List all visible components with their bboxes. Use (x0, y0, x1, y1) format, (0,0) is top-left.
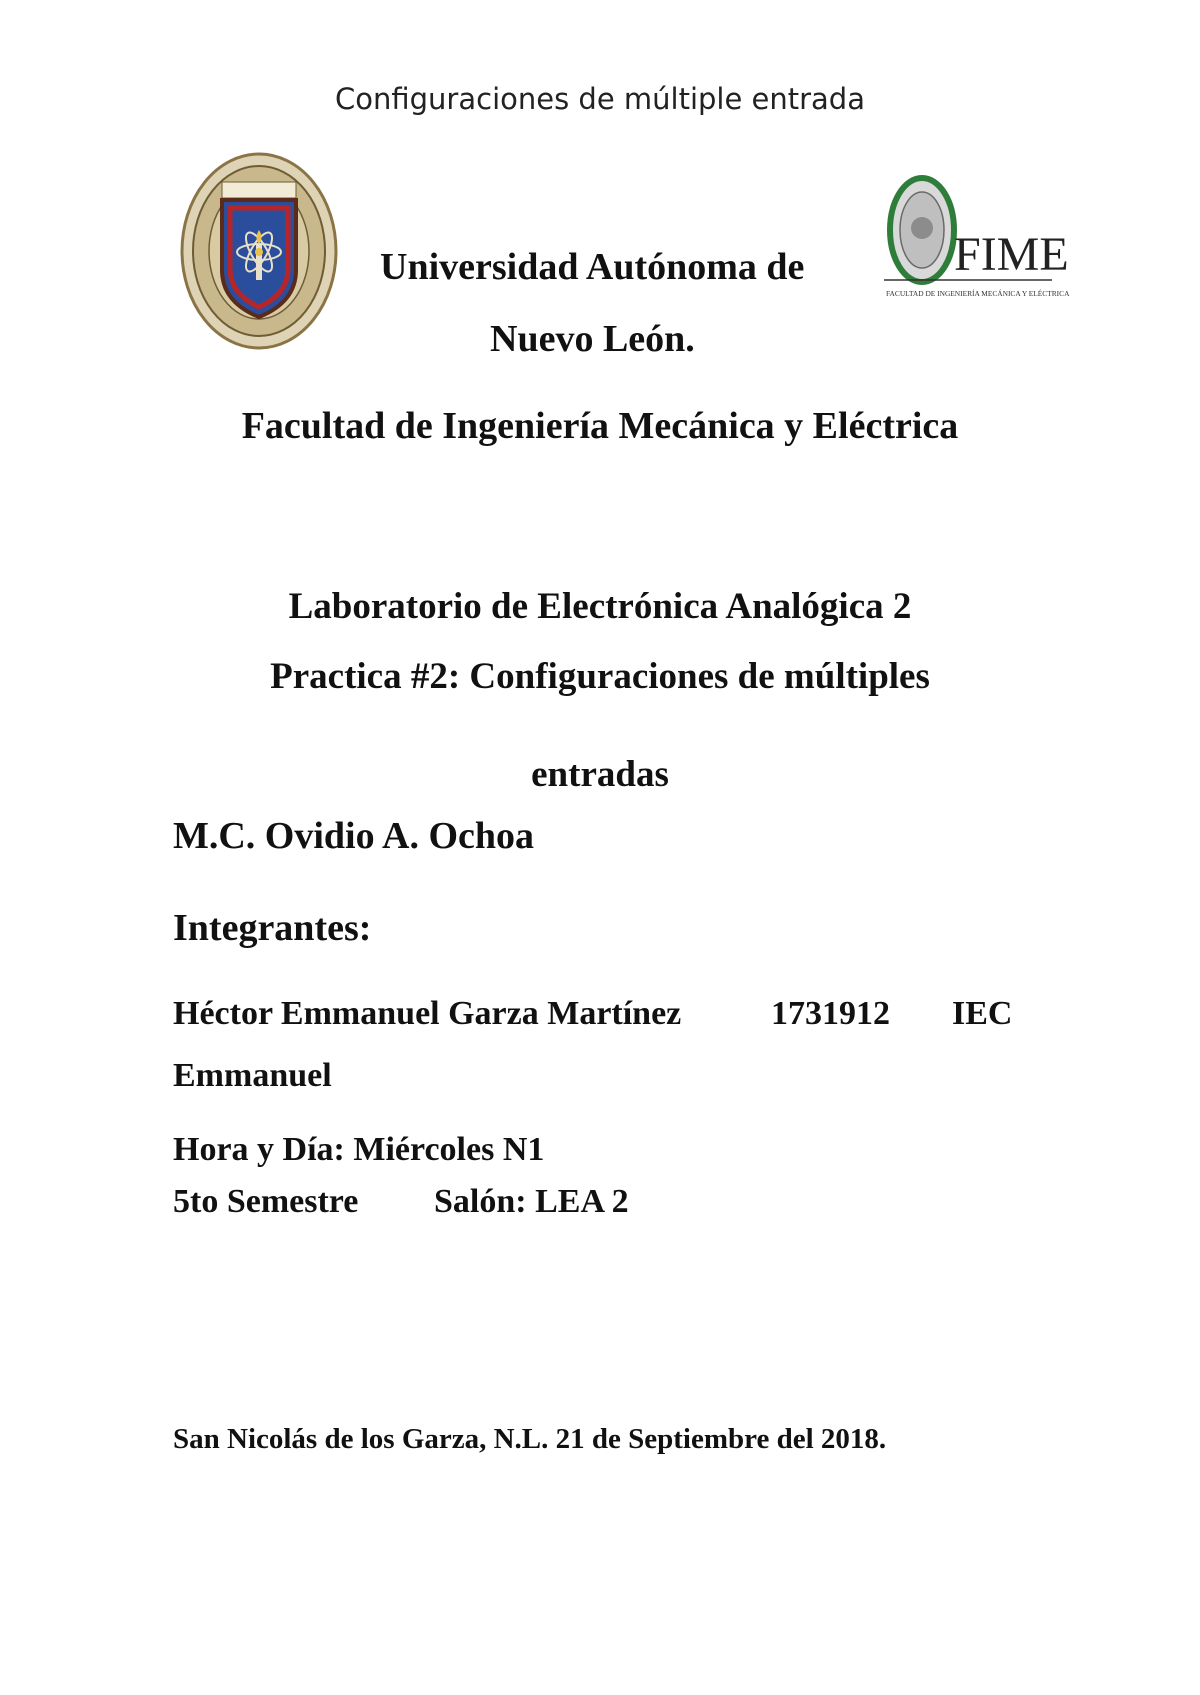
fime-logo-icon (884, 170, 1070, 320)
place-and-date: San Nicolás de los Garza, N.L. 21 de Septiembre del 2018. (173, 1423, 887, 1455)
fime-wordmark: FIME (954, 228, 1069, 281)
fime-subtitle: FACULTAD DE INGENIERÍA MECÁNICA Y ELÉCTRICA (886, 289, 1070, 298)
practice-title-line1: Practica #2: Configuraciones de múltiples (270, 656, 930, 697)
member-name: Héctor Emmanuel Garza Martínez (173, 995, 682, 1032)
member-name-continued: Emmanuel (173, 1057, 332, 1094)
semester: 5to Semestre (173, 1183, 359, 1220)
faculty-name: Facultad de Ingeniería Mecánica y Eléctrica (241, 405, 959, 447)
member-career: IEC (952, 995, 1013, 1032)
semester-row (173, 1183, 773, 1227)
uanl-seal-icon (180, 152, 338, 350)
lab-name: Laboratorio de Electrónica Analógica 2 (288, 586, 912, 627)
room: Salón: LEA 2 (434, 1183, 629, 1220)
teacher-name: M.C. Ovidio A. Ochoa (173, 815, 535, 857)
member-id: 1731912 (771, 995, 890, 1032)
university-name-line2: Nuevo León. (490, 318, 695, 360)
schedule: Hora y Día: Miércoles N1 (173, 1131, 545, 1168)
university-name-line1: Universidad Autónoma de (380, 246, 805, 288)
practice-title-line2: entradas (531, 754, 669, 795)
member-row (173, 995, 1023, 1039)
running-header: Configuraciones de múltiple entrada (335, 82, 865, 116)
members-heading: Integrantes: (173, 907, 372, 949)
